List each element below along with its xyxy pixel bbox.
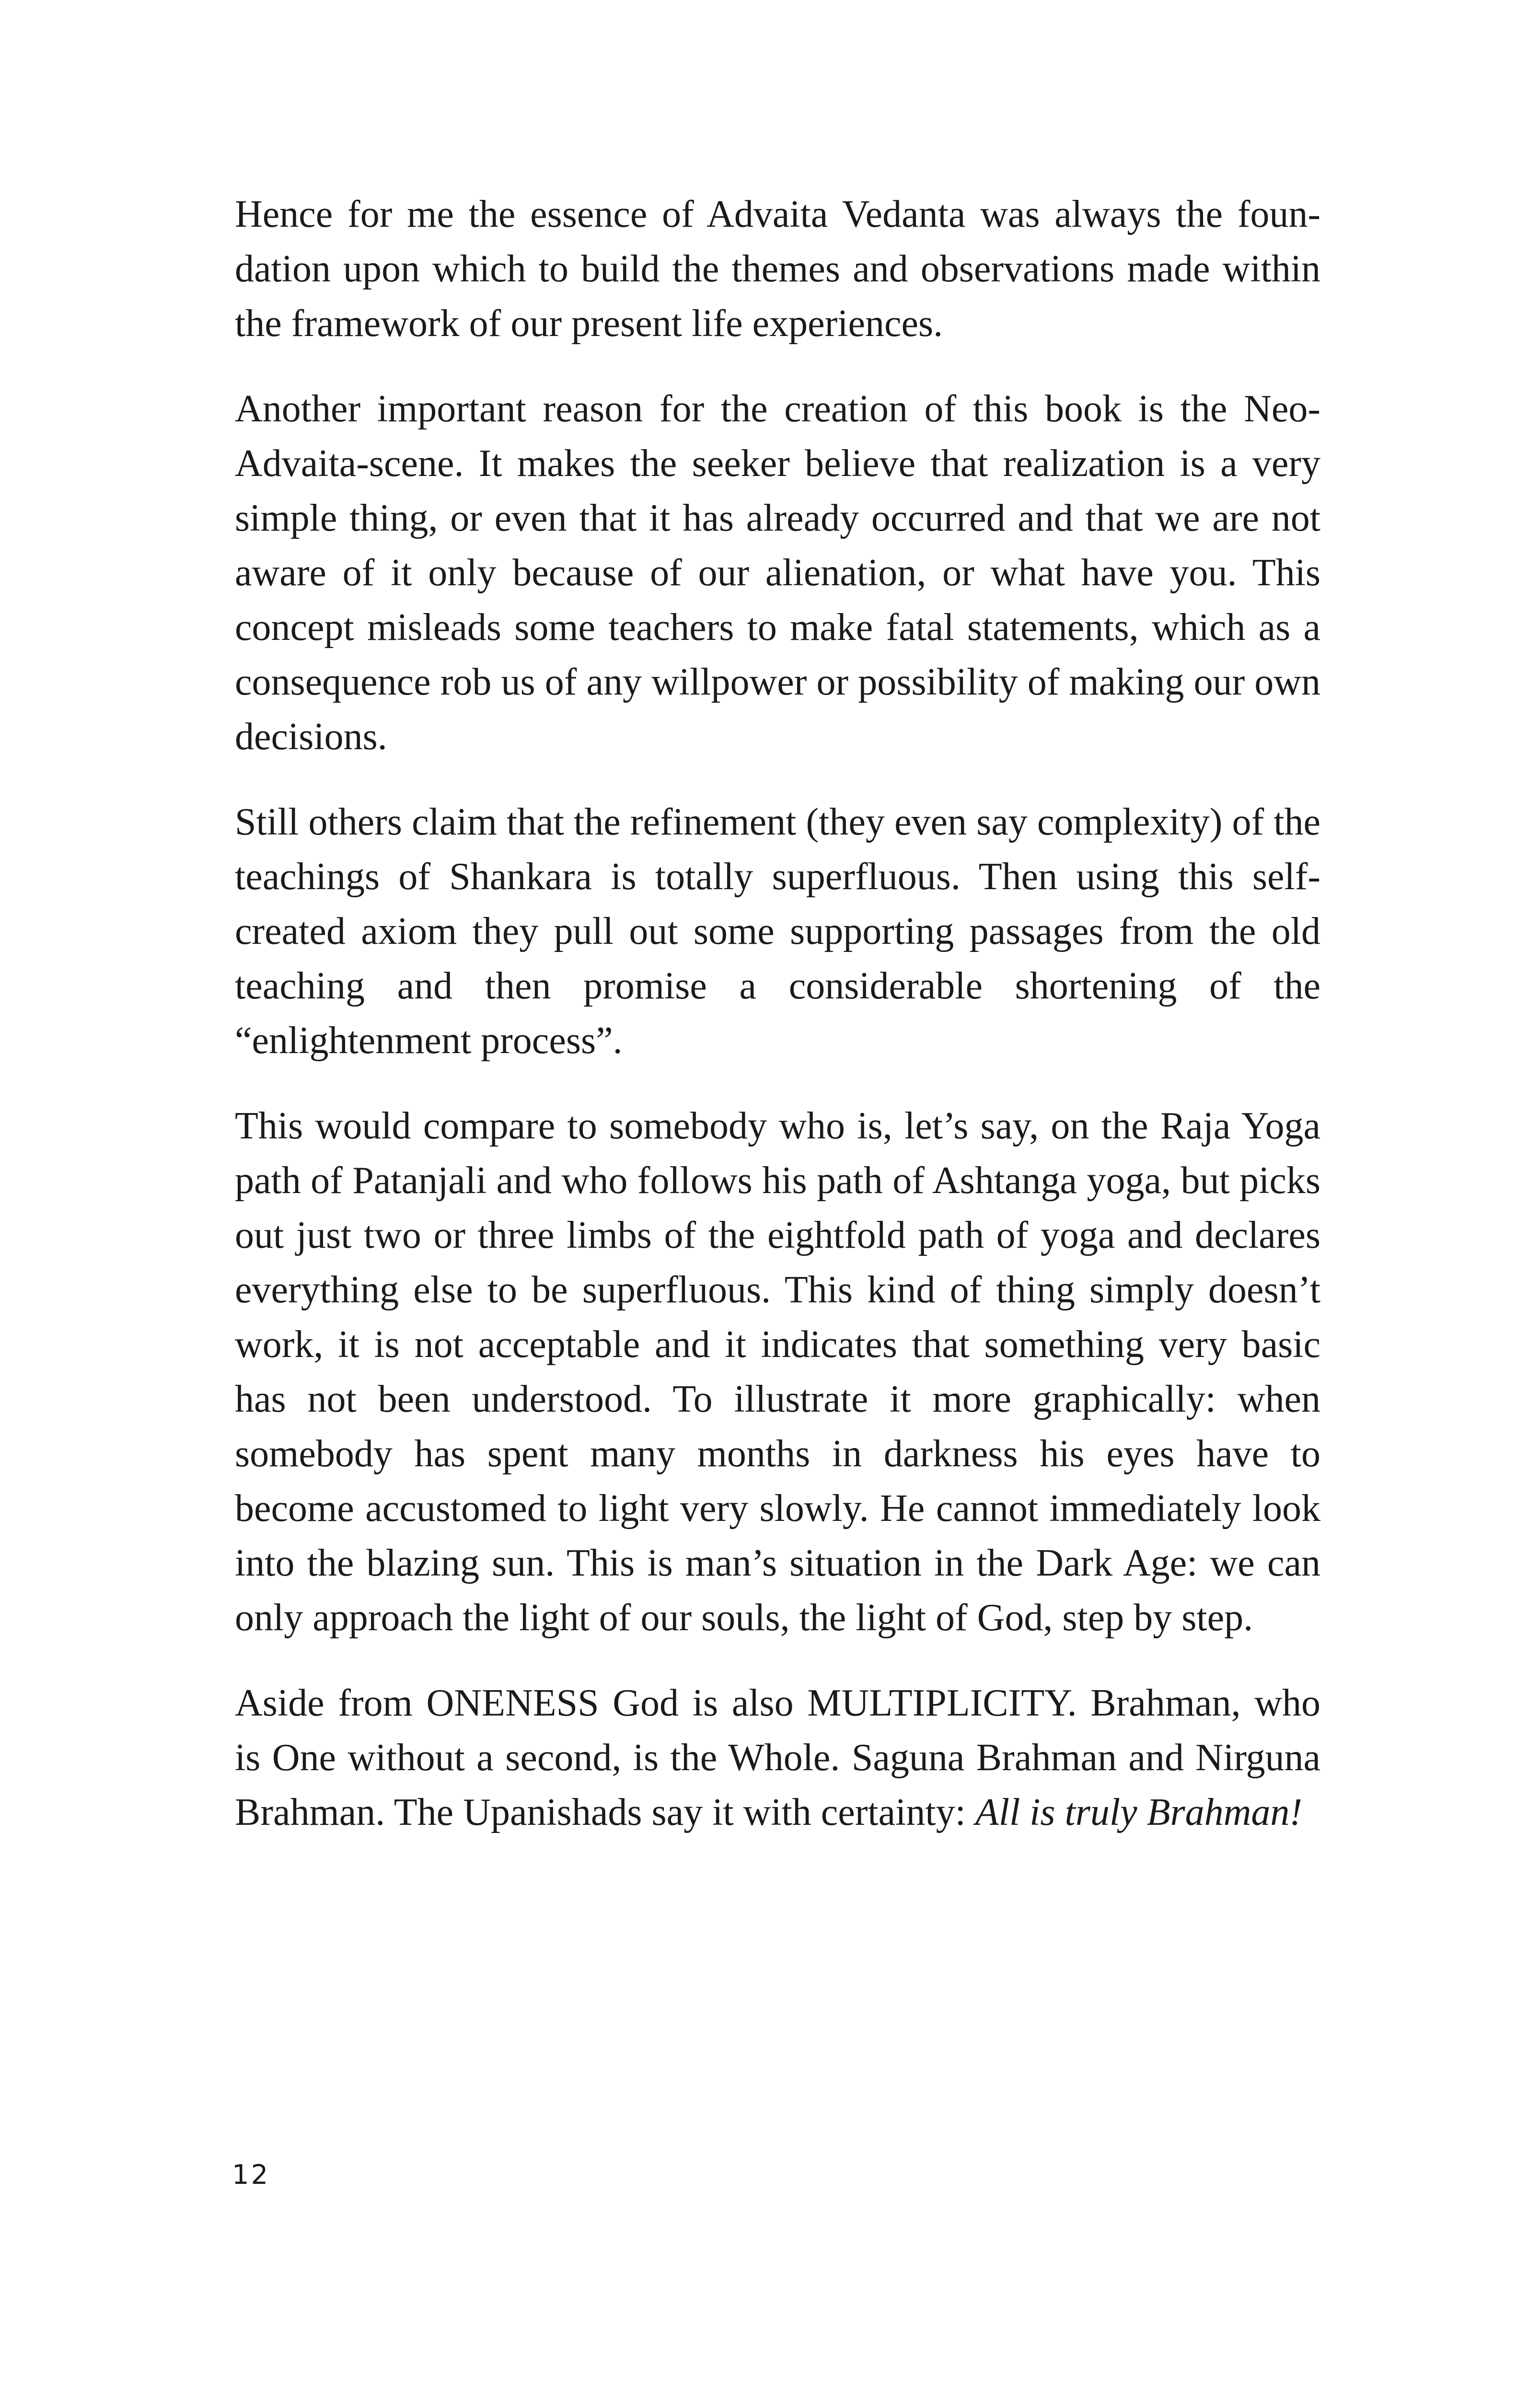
paragraph-raja-yoga-comparison: This would compare to somebody who is, let’s say, on the Raja Yoga path of Patanjali and who follows his path of Ashtanga yoga, but picks out just two or three limbs of the eightfold path of yoga and declares everything else to be superfluous. This kind of thing simply doesn’t work, it is not acceptable and it indicates that something very basic has not been understood. To illustrate it more graphically: when somebody has spent many months in darkness his eyes have to become accustomed to light very slowly. He cannot immediately look into the blazing sun. This is man’s situation in the Dark Age: we can only approach the light of our souls, the light of God, step by step. <box>235 1105 1320 1639</box>
italic-quote-all-is-brahman: All is truly Brahman! <box>975 1791 1303 1833</box>
paragraph-shankara-refinement: Still others claim that the refinement (they even say complexity) of the teachings of Shankara is totally superfluous. Then using this self-created axiom they pull out some supporting passages from the old teaching and then promise a considerable shortening of the “enlightenment process”. <box>235 801 1320 1062</box>
paragraph-neo-advaita: Another important reason for the creation of this book is the Neo-Advaita-scene. It makes the seeker believe that realization is a very simple thing, or even that it has already occurred and that we are not aware of it only because of our alienation, or what have you. This concept misleads some teachers to make fatal statements, which as a consequence rob us of any willpower or possibility of making our own decisions. <box>235 388 1320 758</box>
paragraph-oneness-text: Aside from ONENESS God is also MULTIPLICITY. Brahman, who is One without a second, is the Whole. Saguna Brahman and Nirguna Brahman. The Upanishads say it with certainty: <box>235 1682 1320 1833</box>
paragraph-advaita-foundation: Hence for me the essence of Advaita Vedanta was always the foundation upon which to build the themes and observations made within the framework of our present life experiences. <box>235 193 1320 345</box>
body-text <box>235 187 1320 1840</box>
paragraph-oneness-multiplicity <box>235 1676 1320 1840</box>
page-number: 12 <box>232 2159 270 2191</box>
